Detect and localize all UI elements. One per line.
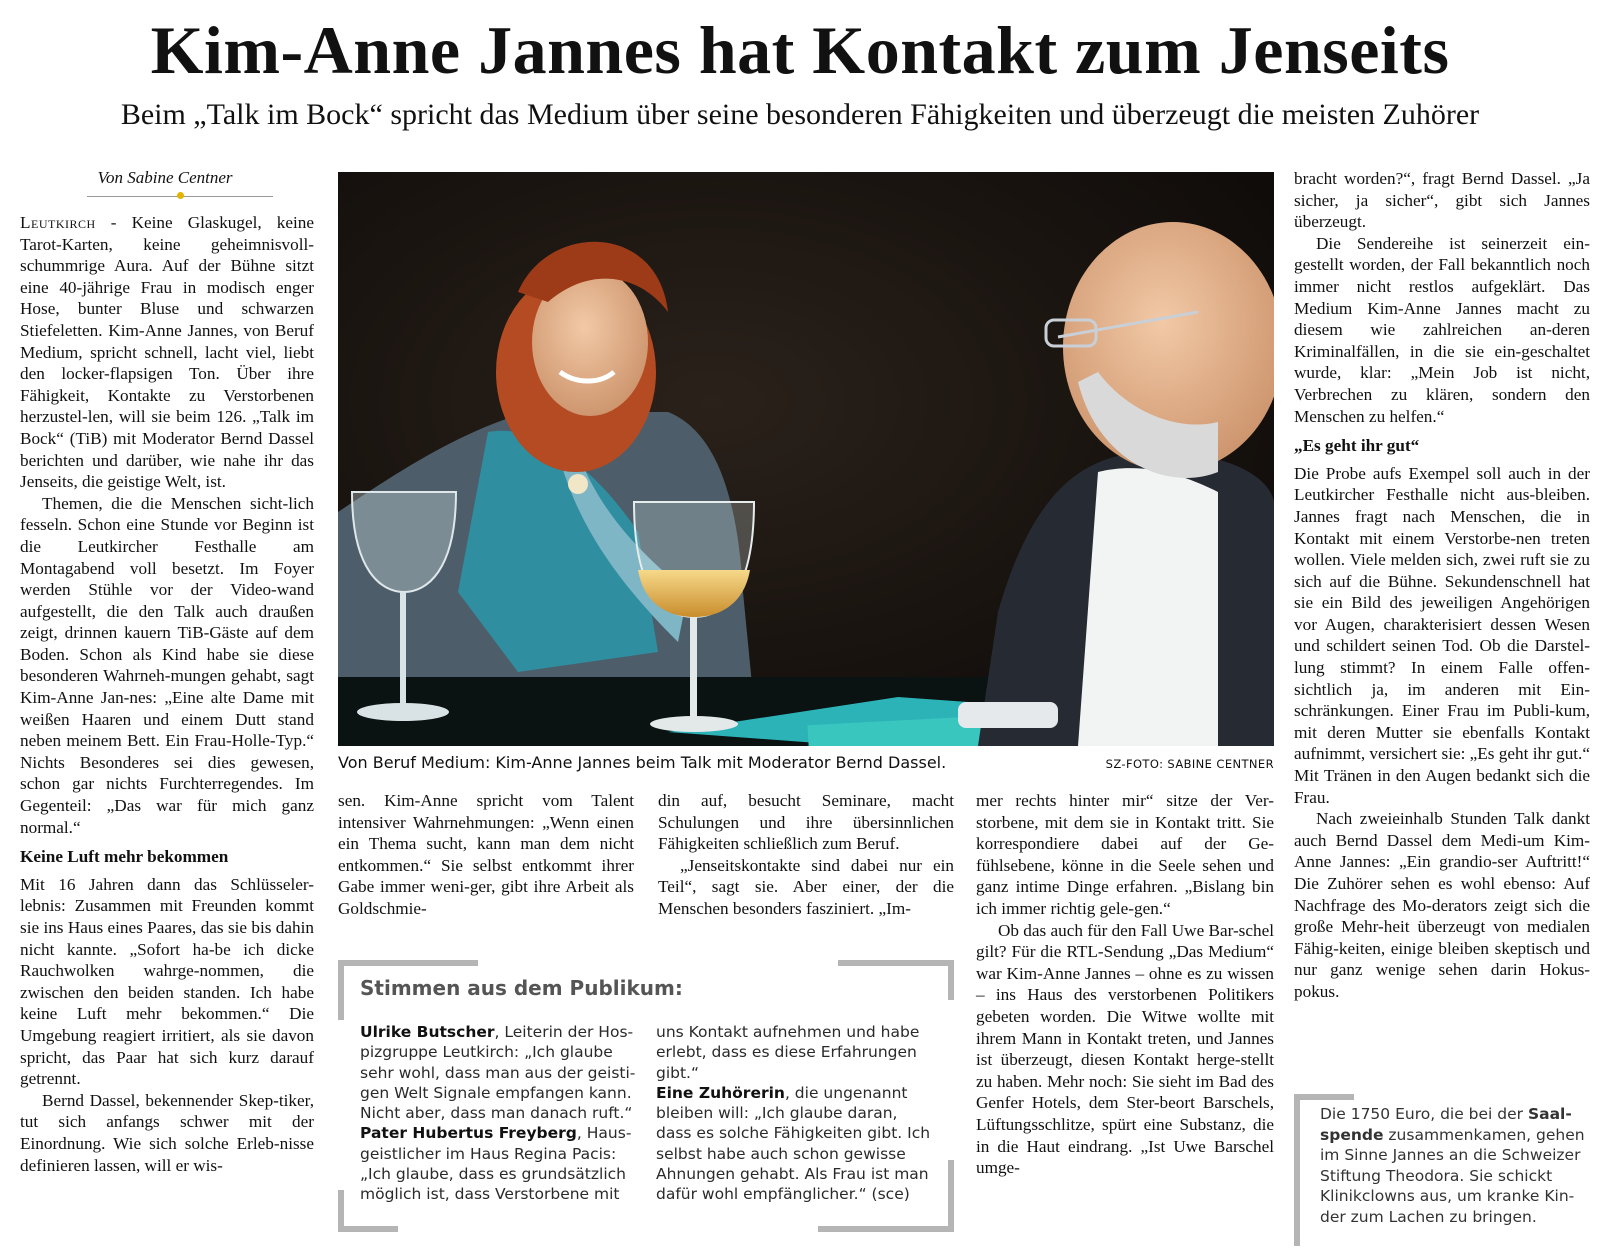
lead-text: - Keine Glaskugel, keine Tarot-Karten, keine geheimnisvoll-schummrige Aura. Auf der Bühne sitzt eine 40-jährige Frau in modisch enger Hose, bunter Bluse und schwarzen Stiefeletten. Kim-Anne Jannes, von Beruf Medium, spricht schnell, lacht viel, liebt den locker-flapsigen Ton. Über ihre Fähigkeit, Kontakte zu Verstorbenen herzustel-len, will sie beim 126. „Talk im Bock“ (TiB) mit Moderator Bernd Dassel berichten und darüber, wie nahe ihr das Jenseits, die geistige Welt, ist. [20, 213, 314, 492]
subheading: „Es geht ihr gut“ [1294, 436, 1420, 456]
paragraph: Themen, die die Menschen sicht-lich fesseln. Schon eine Stunde vor Beginn ist die Leutkircher Festhalle am Montagabend voll besetzt. Im Foyer werden Stühle vor der Video-wand aufgestellt, die den Talk auch draußen zeigt, drinnen kauern TiB-Gäste auf dem Boden. Schon als Kind habe sie diese besonderen Wahrneh-mungen gehabt, sagt Kim-Anne Jan-nes: „Eine alte Dame mit weißen Haaren und einem Dutt stand neben meinem Bett. Ein Frau-Holle-Typ.“ Nichts Besonderes sei dies gewesen, schon gar nichts Furchterregendes. Im Gegenteil: „Das war für mich ganz normal.“ [20, 493, 314, 837]
paragraph: Die Sendereihe ist seinerzeit ein-gestellt worden, der Fall bekanntlich noch immer nicht restlos aufgeklärt. Das Medium Kim-Anne Jannes macht zu diesem wie zahlreichen an-deren Kriminalfällen, in die sie ein-geschaltet wurde, klar: „Mein Job ist nicht, Verbrechen zu klären, sondern den Menschen zu helfen.“ [1294, 233, 1590, 426]
quote-text: uns Kontakt aufnehmen und habe erlebt, dass es diese Erfahrungen gibt.“ [656, 1023, 920, 1082]
paragraph: Bernd Dassel, bekennender Skep-tiker, tut sich anfangs schwer mit der Einordnung. Wie sich solche Erleb-nisse definieren lassen, will er wis- [20, 1090, 314, 1175]
quote-text: , Leiterin der Hos-pizgruppe Leutkirch: „Ich glaube sehr wohl, dass man aus der geisti-gen Welt Signale empfangen kann. Nicht aber, dass man danach ruft.“ [360, 1023, 636, 1123]
article-column-2 [338, 790, 634, 920]
subheading: Keine Luft mehr bekommen [20, 847, 229, 867]
quote-author: Eine Zuhörerin [656, 1083, 785, 1102]
quote-author: Pater Hubertus Freyberg [360, 1124, 577, 1143]
paragraph: Ob das auch für den Fall Uwe Bar-schel gilt? Für die RTL-Sendung „Das Medium“ war Kim-Anne Jannes – ohne es zu wissen – ins Haus des verstorbenen Politikers gebeten worden. Die Witwe wollte mit ihrem Mann in Kontakt treten, und Jannes ist überzeugt, diesen Kontakt herge-stellt zu haben. Mehr noch: Sie sieht im Bad des Genfer Hotels, dem Ster-beort Barschels, Lüftungsschlitze, spürt eine Substanz, die in die Haut eindrang. „Ist Uwe Barschel umge- [976, 920, 1274, 1178]
note-highlight: Saal-spende [1320, 1105, 1572, 1144]
note-text: zusammenkamen, gehen im Sinne Jannes an die Schweizer Stiftung Theodora. Sie schickt Klinikclowns aus, um kranke Kin-der zum Lachen zu bringen. [1320, 1125, 1585, 1226]
article-column-4 [976, 790, 1274, 1179]
note-text: Die 1750 Euro, die bei der [1320, 1105, 1528, 1123]
caption-text: Von Beruf Medium: Kim-Anne Jannes beim Talk mit Moderator Bernd Dassel. [338, 753, 947, 772]
lead-paragraph [20, 212, 314, 493]
photo-credit: SZ-FOTO: SABINE CENTNER [1105, 757, 1274, 771]
donation-note [1294, 1094, 1589, 1246]
paragraph: bracht worden?“, fragt Bernd Dassel. „Ja sicher, ja sicher“, gibt sich Jannes überzeugt. [1294, 169, 1590, 232]
dateline: Leutkirch [20, 213, 96, 232]
photo-caption [338, 750, 1274, 776]
quote-author: Ulrike Butscher [360, 1023, 495, 1041]
paragraph: mer rechts hinter mir“ sitze der Ver-storbene, mit dem sie in Kontakt tritt. Sie korrespondiere dabei auf der Ge-fühlsebene, könne in die Seele sehen und ganz intime Dinge erfahren. „Bislang bin ich immer richtig gele-gen.“ [976, 791, 1274, 918]
quote-text: , Haus-geistlicher im Haus Regina Pacis: „Ich glaube, dass es grundsätzlich möglich ist, dass Verstorbene mit [360, 1124, 632, 1204]
donation-text [1320, 1104, 1590, 1228]
quotes-column-2 [656, 1022, 934, 1205]
paragraph: Mit 16 Jahren dann das Schlüsseler-lebnis: Zusammen mit Freunden kommt sie ins Haus eines Paares, das sie bis dahin nicht kannte. „Sofort ha-be ich dicke Rauchwolken wahrge-nommen, die zwischen den beiden standen. Ich habe keine Luft mehr bekommen.“ Die Umgebung reagiert irritiert, als sie davon spricht, das Paar hat sich kurz darauf getrennt. [20, 874, 314, 1089]
paragraph: Nach zweieinhalb Stunden Talk dankt auch Bernd Dassel dem Medi-um Kim-Anne Jannes: „Ein grandio-ser Auftritt!“ Die Zuhörer sehen es wohl ebenso: Auf Nachfrage des Mo-derators zeigt sich die große Mehr-heit überzeugt von medialen Fähig-keiten, einige bleiben skeptisch und nur ganz wenige sehen darin Hokus-pokus. [1294, 809, 1590, 1001]
paragraph: din auf, besucht Seminare, macht Schulungen und ihre übersinnlichen Fähigkeiten schließlich zum Beruf. [658, 791, 954, 854]
quote-text: , die ungenannt bleiben will: „Ich glaube daran, dass es solche Fähigkeiten gibt. Ich selbst habe auch schon gewisse Ahnungen gehabt. Als Frau ist man dafür wohl empfänglicher.“ (sce) [656, 1083, 931, 1204]
paragraph: sen. Kim-Anne spricht vom Talent intensiver Wahrnehmungen: „Wenn einen ein Thema sucht, kann man dem nicht entkommen.“ Sie selbst entkommt ihrer Gabe immer weni-ger, gibt ihre Arbeit als Goldschmie- [338, 791, 634, 918]
quotes-column-1 [360, 1022, 638, 1205]
box-title: Stimmen aus dem Publikum: [360, 976, 683, 1000]
article-photo [338, 172, 1274, 746]
paragraph: Die Probe aufs Exempel soll auch in der Leutkircher Festhalle nicht aus-bleiben. Jannes fragt nach Menschen, die in Kontakt mit einem Verstorbe-nen treten wollen. Viele melden sich, zwei ruft sie zu sich auf die Bühne. Sekundenschnell hat sie ein Bild des jeweiligen Angehörigen vor Augen, charakterisiert dessen Wesen und schildert seinen Tod. Ob die Darstel-lung stimmt? In einem Falle offen-sichtlich ja, im anderen mit Ein-schränkungen. Einer Frau im Publi-kum, mit deren Mutter sie ebenfalls Kontakt aufnimmt, versichert sie: „Es geht ihr gut.“ Mit Tränen in den Augen bedankt sich die Frau. [1294, 463, 1590, 807]
byline-dot-icon [177, 192, 184, 199]
article-column-3 [658, 790, 954, 920]
byline: Von Sabine Centner [97, 168, 233, 187]
article-column-5 [1294, 168, 1590, 1003]
audience-quotes-box [338, 960, 954, 1232]
subheadline: Beim „Talk im Bock“ spricht das Medium über seine besonderen Fähigkeiten und überzeugt die meisten Zuhörer [120, 98, 1480, 131]
headline: Kim-Anne Jannes hat Kontakt zum Jenseits [150, 12, 1450, 88]
article-column-1 [20, 212, 314, 1176]
photo-image [338, 172, 1274, 746]
paragraph: „Jenseitskontakte sind dabei nur ein Teil“, sagt sie. Aber einer, der die Menschen besonders fasziniert. „Im- [658, 855, 954, 918]
